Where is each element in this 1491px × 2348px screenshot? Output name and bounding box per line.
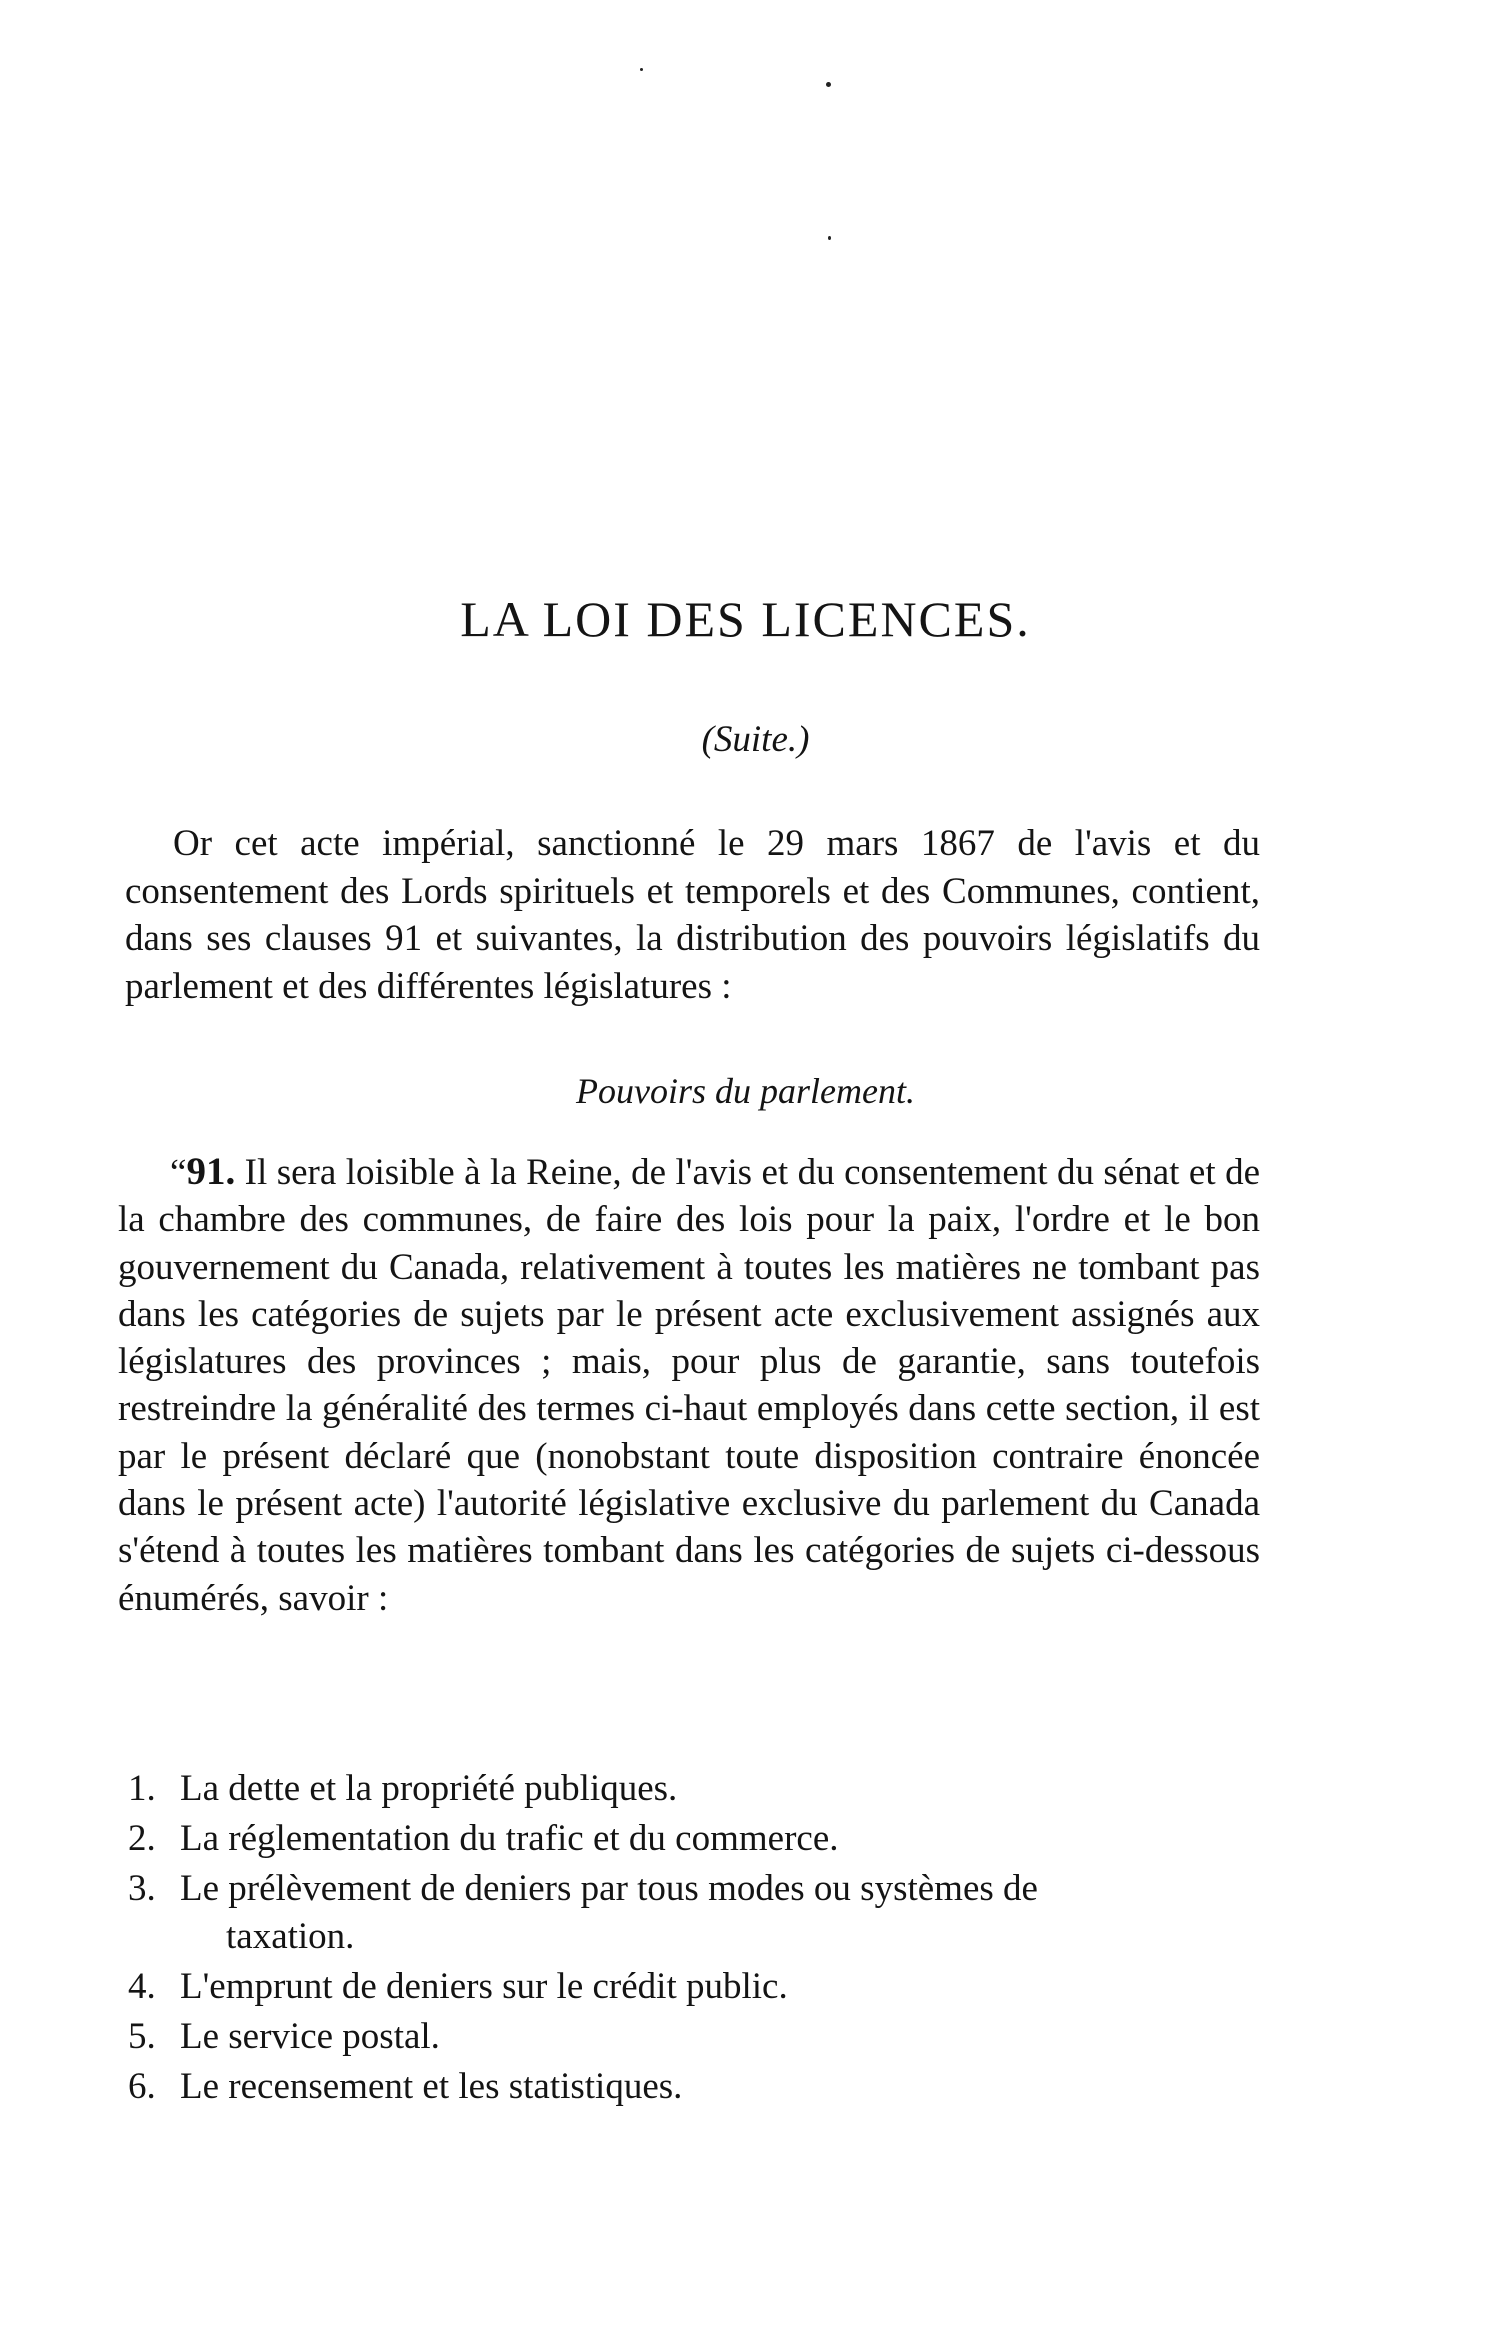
list-item bbox=[128, 2063, 1263, 2111]
list-item-number: 6. bbox=[128, 2066, 156, 2107]
list-item-text: Le prélèvement de deniers par tous modes ou systèmes de bbox=[180, 1868, 1038, 1909]
list-item bbox=[128, 1963, 1263, 2011]
article-number: 91. bbox=[186, 1150, 236, 1193]
list-item bbox=[128, 2013, 1263, 2061]
list-item-number: 2. bbox=[128, 1818, 156, 1859]
list-item bbox=[128, 1815, 1263, 1863]
list-item-number: 5. bbox=[128, 2016, 156, 2057]
opening-quote-mark: “ bbox=[170, 1152, 187, 1193]
ink-speck bbox=[828, 236, 831, 240]
article-text: Il sera loisible à la Reine, de l'avis et du consentement du sénat et de la chambre des communes, de faire des lois pour la paix, l'ordre et le bon gouvernement du Canada, relativement à toutes les matières ne tombant pas dans les catégories de sujets par le présent acte exclusivement assignés aux législatures des provinces ; mais, pour plus de garantie, sans toutefois restreindre la généralité des termes ci-haut employés dans cette section, il est par le présent déclaré que (nonobstant toute disposition contraire énoncée dans le présent acte) l'autorité législative exclusive du parlement du Canada s'étend à toutes les matières tombant dans les catégories de sujets ci-dessous énumérés, savoir : bbox=[118, 1152, 1260, 1619]
list-item-text: L'emprunt de deniers sur le crédit public. bbox=[180, 1966, 788, 2007]
page-subtitle: (Suite.) bbox=[701, 719, 810, 760]
list-item-text: Le service postal. bbox=[180, 2016, 440, 2057]
enumerated-list bbox=[128, 1765, 1263, 2113]
list-item bbox=[128, 1865, 1263, 1961]
intro-paragraph: Or cet acte impérial, sanctionné le 29 mars 1867 de l'avis et du consentement des Lords spirituels et temporels et des Communes, contient, dans ses clauses 91 et suivantes, la distribution des pouvoirs législatifs du parlement et des différentes législatures : bbox=[125, 823, 1260, 1007]
list-item-text: La réglementation du trafic et du commerce. bbox=[180, 1818, 839, 1859]
list-item-text: Le recensement et les statistiques. bbox=[180, 2066, 683, 2107]
list-item-number: 4. bbox=[128, 1966, 156, 2007]
list-item-continuation: taxation. bbox=[226, 1916, 355, 1957]
ink-speck bbox=[640, 68, 643, 71]
list-item-number: 3. bbox=[128, 1868, 156, 1909]
list-item-number: 1. bbox=[128, 1768, 156, 1809]
list-item bbox=[128, 1765, 1263, 1813]
ink-speck bbox=[826, 82, 831, 87]
page-title: LA LOI DES LICENCES. bbox=[460, 591, 1031, 647]
list-item-text: La dette et la propriété publiques. bbox=[180, 1768, 678, 1809]
section-heading: Pouvoirs du parlement. bbox=[576, 1071, 915, 1111]
article-91-paragraph bbox=[118, 1148, 1260, 1622]
